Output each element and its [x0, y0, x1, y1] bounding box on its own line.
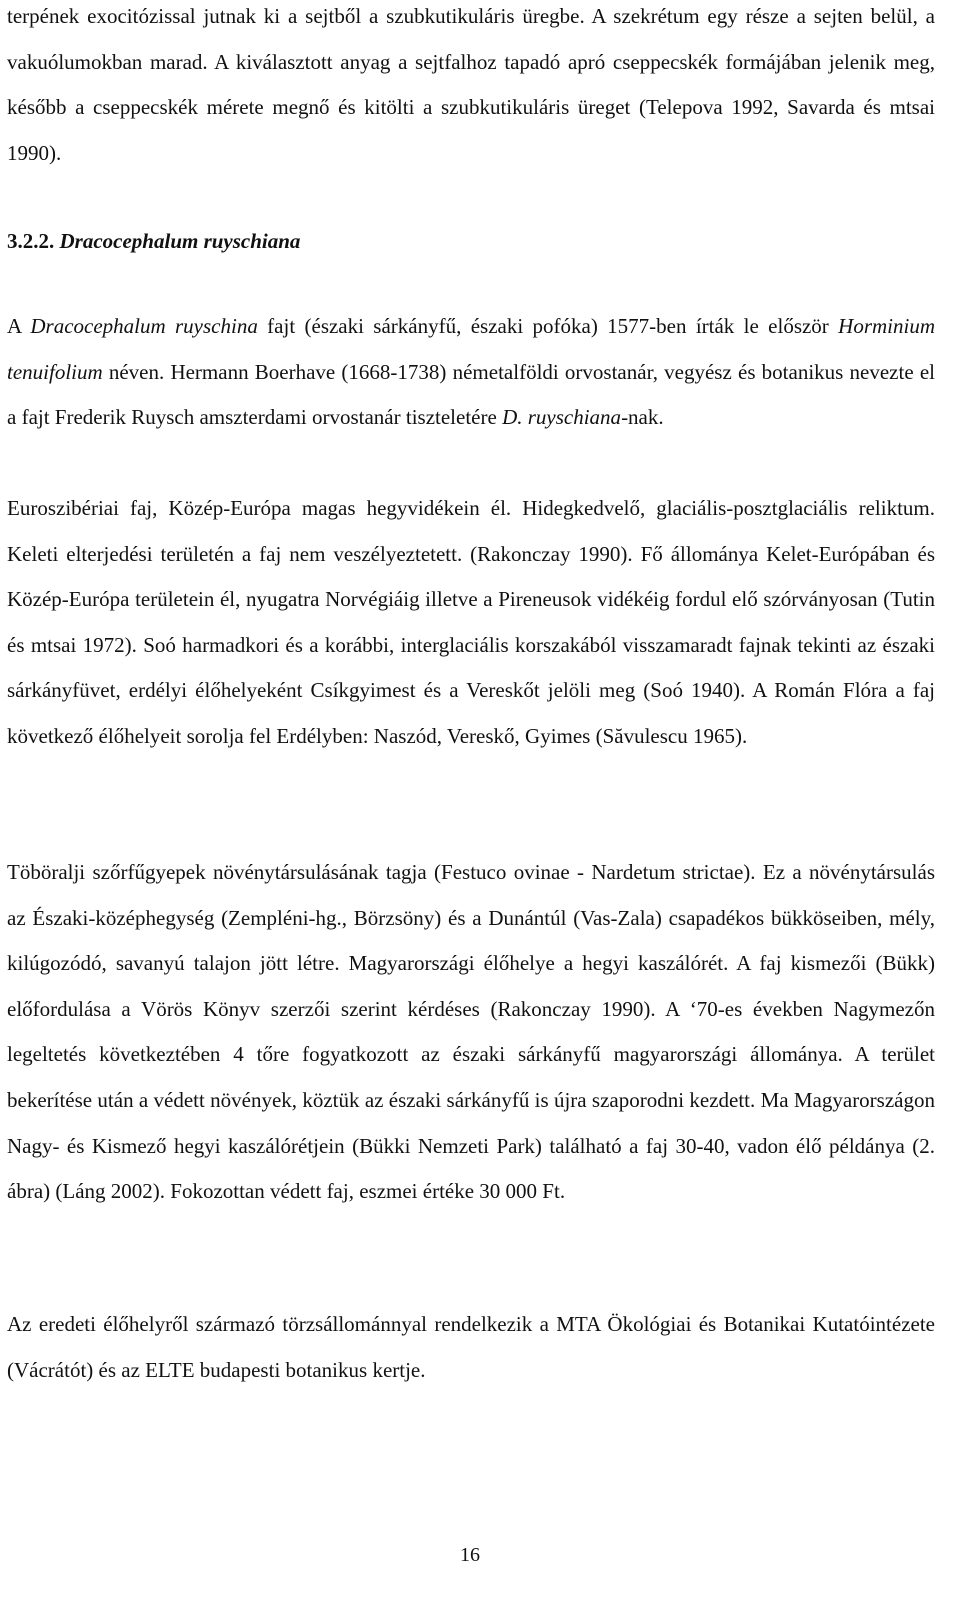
paragraph-habitat: Töböralji szőrfűgyepek növénytársulásának tagja (Festuco ovinae - Nardetum strictae). Ez a növénytársulás az Északi-középhegység (Zempléni-hg., Börzsöny) és a Dunántúl (Vas-Zala) csapadékos bükköseiben, mély, kilúgozódó, savanyú talajon jött létre. Magyarországi élőhelye a hegyi kaszálórét. A faj kismezői (Bükk) előfordulása a Vörös Könyv szerzői szerint kérdéses (Rakonczay 1990). A ‘70-es években Nagymezőn legeltetés következtében 4 tőre fogyatkozott az északi sárkányfű magyarországi állománya. A terület bekerítése után a védett növények, köztük az északi sárkányfű is újra szaporodni kezdett. Ma Magyarországon Nagy- és Kismező hegyi kaszálórétjein (Bükki Nemzeti Park) található a faj 30-40, vadon élő példánya (2. ábra) (Láng 2002). Fokozottan védett faj, eszmei értéke 30 000 Ft. — [7, 860, 935, 1204]
section-title: Dracocephalum ruyschiana — [59, 229, 301, 253]
paragraph-distribution: Euroszibériai faj, Közép-Európa magas hegyvidékein él. Hidegkedvelő, glaciális-posztglaciális reliktum. Keleti elterjedési területén a faj nem veszélyeztetett. (Rakonczay 1990). Fő állománya Kelet-Európában és Közép-Európa területein él, nyugatra Norvégiáig illetve a Pireneusok vidékéig fordul elő szórványosan (Tutin és mtsai 1972). Soó harmadkori és a korábbi, interglaciális korszakából visszamaradt fajnak tekinti az északi sárkányfüvet, erdélyi élőhelyeként Csíkgyimest és a Vereskőt jelöli meg (Soó 1940). A Román Flóra a faj következő élőhelyeit sorolja fel Erdélyben: Naszód, Vereskő, Gyimes (Săvulescu 1965). — [7, 496, 935, 748]
species-abbreviation: D. ruyschiana — [502, 405, 622, 430]
section-number: 3.2.2. — [7, 229, 55, 253]
text-run: fajt (északi sárkányfű, északi pofóka) 1577-ben írták le először — [257, 314, 839, 338]
paragraph-collections: Az eredeti élőhelyről származó törzsállománnyal rendelkezik a MTA Ökológiai és Botanikai Kutatóintézete (Vácrátót) és az ELTE budapesti botanikus kertje. — [7, 1312, 935, 1382]
section-heading — [7, 219, 300, 264]
text-run: -nak. — [621, 405, 664, 430]
page-number: 16 — [460, 1544, 480, 1566]
paragraph-species-naming — [7, 304, 935, 441]
species-name: Dracocephalum ruyschina — [30, 314, 258, 338]
text-run: A — [7, 314, 31, 338]
species-old-name: Horminium tenuifolium — [7, 314, 935, 384]
top-paragraph: terpének exocitózissal jutnak ki a sejtből a szubkutikuláris üregbe. A szekrétum egy része a sejten belül, a vakuólumokban marad. A kiválasztott anyag a sejtfalhoz tapadó apró cseppecskék formájában jelenik meg, később a cseppecskék mérete megnő és kitölti a szubkutikuláris üreget (Telepova 1992, Savarda és mtsai 1990). — [7, 4, 935, 165]
text-run: néven. Hermann Boerhave (1668-1738) németalföldi orvostanár, vegyész és botanikus nevezte el a fajt Frederik Ruysch amszterdami orvostanár tiszteletére — [7, 359, 935, 430]
